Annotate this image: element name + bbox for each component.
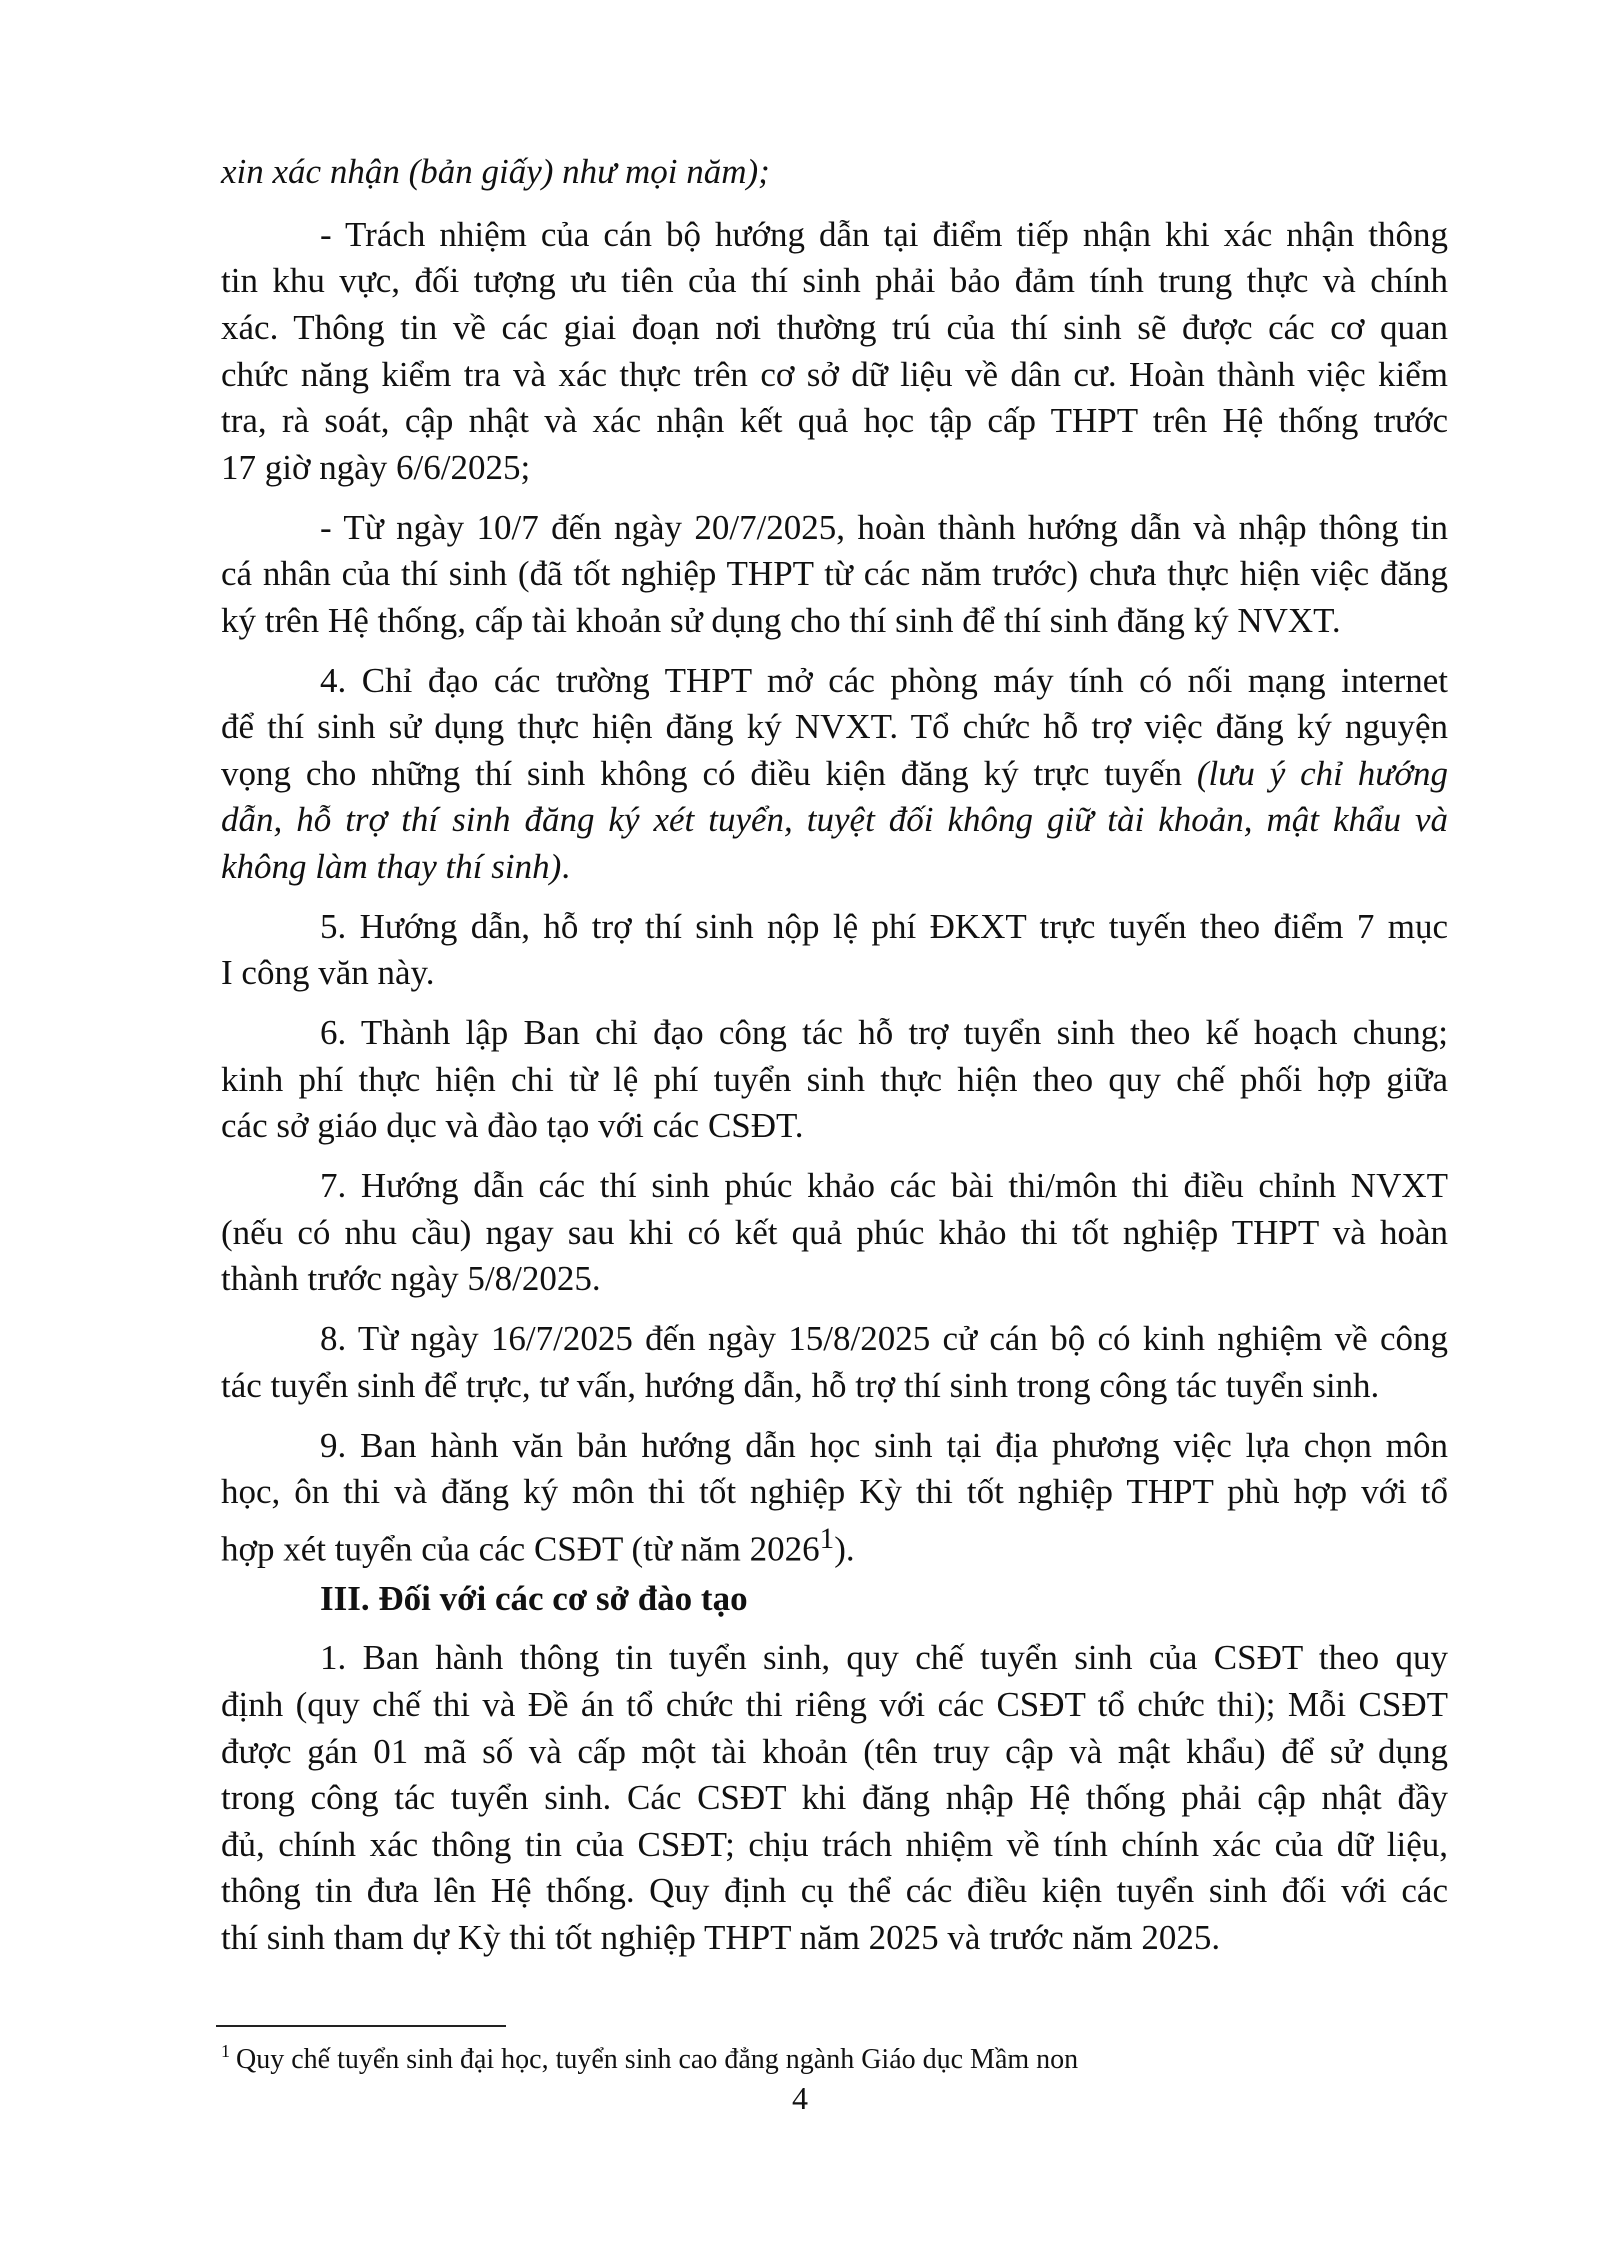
text-line	[320, 1423, 1448, 1469]
text: để thí sinh sử dụng thực hiện đăng ký NVXT. Tổ chức hỗ trợ việc đăng ký nguyện	[221, 707, 1448, 747]
text: .	[561, 847, 570, 886]
text-line	[221, 950, 1448, 996]
text: 6. Thành lập Ban chỉ đạo công tác hỗ trợ tuyển sinh theo kế hoạch chung;	[320, 1013, 1448, 1053]
text-line	[320, 505, 1448, 551]
italic-text: (lưu ý chỉ hướng	[1196, 753, 1449, 793]
footnote-separator	[216, 2025, 506, 2027]
text-line	[320, 1163, 1448, 1209]
heading-line	[320, 1576, 1448, 1622]
text-line	[221, 258, 1448, 304]
text-line	[221, 305, 1448, 351]
text-line	[221, 751, 1448, 797]
footnote-reference: 1	[819, 1522, 835, 1555]
text-line	[221, 598, 1448, 644]
text-line	[221, 551, 1448, 597]
text-line	[221, 1057, 1448, 1103]
text-line	[221, 1469, 1448, 1515]
text-line	[221, 1363, 1448, 1409]
text-line	[221, 1682, 1448, 1728]
text: - Từ ngày 10/7 đến ngày 20/7/2025, hoàn thành hướng dẫn và nhập thông tin	[320, 507, 1448, 547]
italic-text: không làm thay thí sinh)	[221, 847, 562, 886]
italic-text: xin xác nhận (bản giấy) như mọi năm);	[221, 152, 770, 191]
text-line	[221, 1729, 1448, 1775]
text: vọng cho những thí sinh không có điều kiện đăng ký trực tuyến	[221, 753, 1197, 793]
text-line	[320, 1316, 1448, 1362]
text: 17 giờ ngày 6/6/2025;	[221, 447, 531, 487]
text: chức năng kiểm tra và xác thực trên cơ sở dữ liệu về dân cư. Hoàn thành việc kiểm	[221, 354, 1448, 394]
text-line	[320, 904, 1448, 950]
text: định (quy chế thi và Đề án tổ chức thi riêng với các CSĐT tổ chức thi); Mỗi CSĐT	[221, 1685, 1448, 1724]
text: kinh phí thực hiện chi từ lệ phí tuyển sinh thực hiện theo quy chế phối hợp giữa	[221, 1059, 1448, 1099]
text-line	[221, 1915, 1448, 1961]
text-line	[221, 398, 1448, 444]
text: cá nhân của thí sinh (đã tốt nghiệp THPT từ các năm trước) chưa thực hiện việc đăng	[221, 554, 1448, 594]
text: xác. Thông tin về các giai đoạn nơi thường trú của thí sinh sẽ được các cơ quan	[221, 308, 1448, 347]
text: hợp xét tuyển của các CSĐT (từ năm 2026	[221, 1529, 820, 1569]
text: tin khu vực, đối tượng ưu tiên của thí sinh phải bảo đảm tính trung thực và chính	[221, 261, 1448, 301]
text-line	[320, 1635, 1448, 1681]
text-line	[221, 704, 1448, 750]
text: trong công tác tuyển sinh. Các CSĐT khi đăng nhập Hệ thống phải cập nhật đầy	[221, 1778, 1448, 1818]
text: III. Đối với các cơ sở đào tạo	[320, 1578, 748, 1618]
text-line	[221, 797, 1448, 843]
text: học, ôn thi và đăng ký môn thi tốt nghiệp Kỳ thi tốt nghiệp THPT phù hợp với tổ	[221, 1472, 1448, 1512]
text: 9. Ban hành văn bản hướng dẫn học sinh tại địa phương việc lựa chọn môn	[320, 1425, 1448, 1465]
text-line	[221, 149, 1448, 195]
text: thông tin đưa lên Hệ thống. Quy định cụ thể các điều kiện tuyển sinh đối với các	[221, 1871, 1448, 1911]
text-line	[221, 1256, 1448, 1302]
text-line	[221, 1868, 1448, 1914]
text: 7. Hướng dẫn các thí sinh phúc khảo các bài thi/môn thi điều chỉnh NVXT	[320, 1166, 1448, 1206]
text-line	[221, 1516, 1448, 1569]
footnote-text: Quy chế tuyển sinh đại học, tuyển sinh cao đẳng ngành Giáo dục Mầm non	[236, 2044, 1079, 2075]
italic-text: dẫn, hỗ trợ thí sinh đăng ký xét tuyển, tuyệt đối không giữ tài khoản, mật khẩu và	[221, 800, 1448, 840]
text-line	[221, 445, 1448, 491]
text: thí sinh tham dự Kỳ thi tốt nghiệp THPT năm 2025 và trước năm 2025.	[221, 1918, 1221, 1957]
text-line	[320, 658, 1448, 704]
text-line	[221, 844, 1448, 890]
text: được gán 01 mã số và cấp một tài khoản (tên truy cập và mật khẩu) để sử dụng	[221, 1731, 1448, 1771]
text: - Trách nhiệm của cán bộ hướng dẫn tại điểm tiếp nhận khi xác nhận thông	[320, 214, 1448, 254]
footnote	[221, 2040, 1078, 2080]
text: 5. Hướng dẫn, hỗ trợ thí sinh nộp lệ phí ĐKXT trực tuyến theo điểm 7 mục	[320, 906, 1448, 946]
text: 8. Từ ngày 16/7/2025 đến ngày 15/8/2025 cử cán bộ có kinh nghiệm về công	[320, 1319, 1448, 1359]
text-line	[320, 1010, 1448, 1056]
text: các sở giáo dục và đào tạo với các CSĐT.	[221, 1106, 804, 1146]
text: ).	[834, 1529, 855, 1569]
text: 4. Chỉ đạo các trường THPT mở các phòng máy tính có nối mạng internet	[320, 660, 1448, 700]
text: thành trước ngày 5/8/2025.	[221, 1259, 601, 1299]
text-line	[221, 1210, 1448, 1256]
text-line	[320, 212, 1448, 258]
text: tác tuyển sinh để trực, tư vấn, hướng dẫn, hỗ trợ thí sinh trong công tác tuyển sinh.	[221, 1365, 1380, 1405]
text-line	[221, 352, 1448, 398]
text: (nếu có nhu cầu) ngay sau khi có kết quả phúc khảo thi tốt nghiệp THPT và hoàn	[221, 1212, 1448, 1252]
text: ký trên Hệ thống, cấp tài khoản sử dụng cho thí sinh để thí sinh đăng ký NVXT.	[221, 600, 1341, 640]
page-number: 4	[792, 2080, 808, 2116]
text: 1. Ban hành thông tin tuyển sinh, quy chế tuyển sinh của CSĐT theo quy	[320, 1638, 1448, 1678]
text: tra, rà soát, cập nhật và xác nhận kết quả học tập cấp THPT trên Hệ thống trước	[221, 401, 1448, 441]
text: I công văn này.	[221, 953, 435, 993]
text: đủ, chính xác thông tin của CSĐT; chịu trách nhiệm về tính chính xác của dữ liệu,	[221, 1824, 1448, 1864]
text-line	[221, 1822, 1448, 1868]
text-line	[221, 1103, 1448, 1149]
footnote-marker: 1	[221, 2041, 230, 2061]
text-line	[221, 1775, 1448, 1821]
